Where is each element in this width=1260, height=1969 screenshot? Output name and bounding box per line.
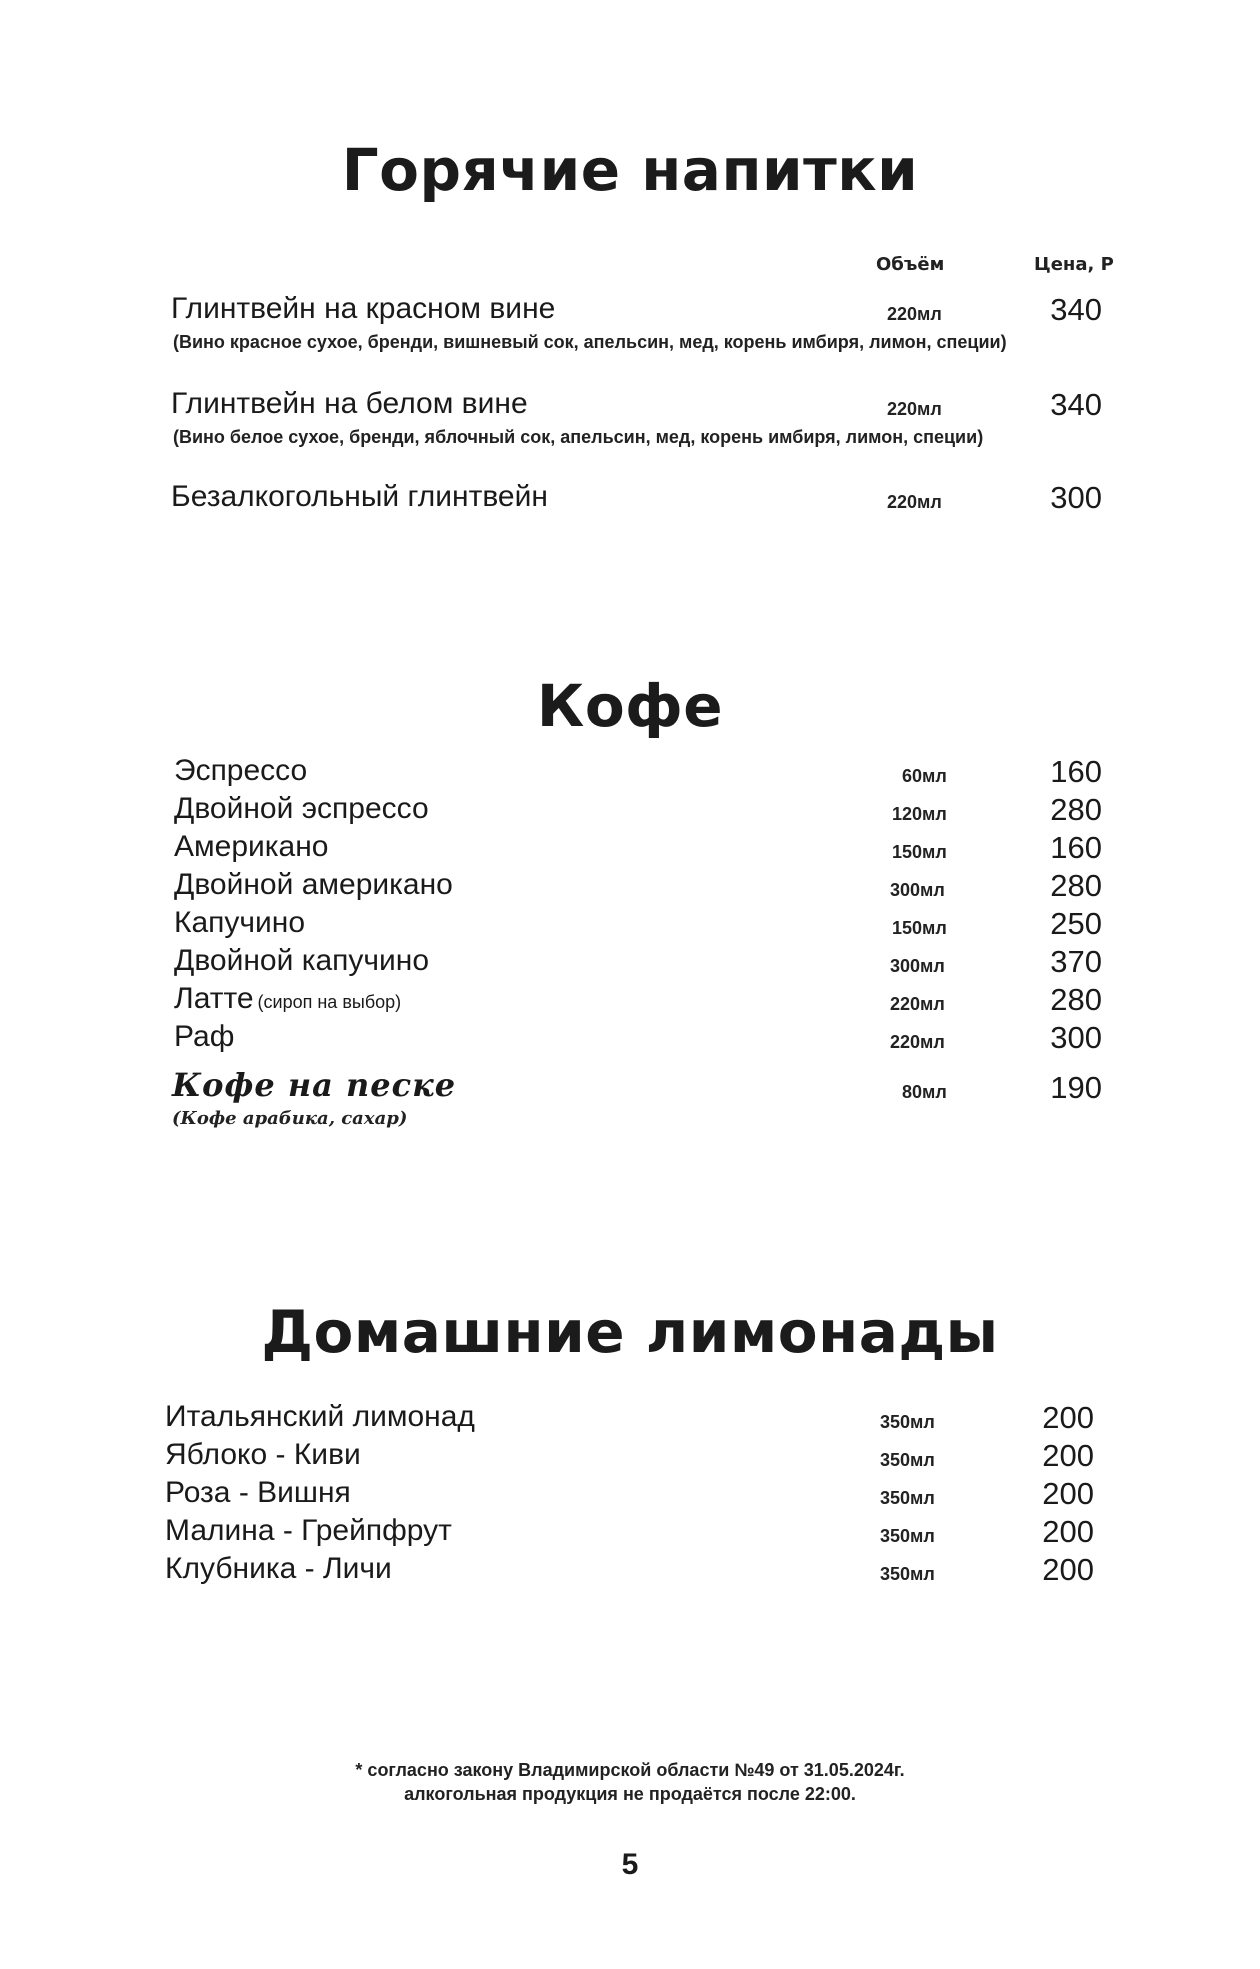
section-title-lemonades: Домашние лимонады (261, 1298, 999, 1366)
item-price: 300 (1050, 1020, 1102, 1055)
item-volume: 220мл (887, 399, 942, 419)
item-volume: 350мл (880, 1412, 935, 1432)
item-volume: 350мл (880, 1564, 935, 1584)
item-volume: 300мл (890, 880, 945, 900)
item-price: 340 (1050, 292, 1102, 327)
item-name: Глинтвейн на красном вине (171, 292, 556, 325)
footnote-line-1: * согласно закону Владимирской области №49 от 31.05.2024г. (355, 1760, 905, 1780)
item-volume: 350мл (880, 1488, 935, 1508)
item-description: (Вино белое сухое, бренди, яблочный сок, апельсин, мед, корень имбиря, лимон, специи) (173, 427, 984, 447)
alcohol-law-footnote (0, 1758, 1260, 1806)
item-price: 160 (1050, 754, 1102, 789)
item-price: 200 (1042, 1552, 1094, 1587)
item-volume: 220мл (887, 304, 942, 324)
item-volume: 120мл (892, 804, 947, 824)
item-price: 200 (1042, 1438, 1094, 1473)
item-volume: 220мл (887, 492, 942, 512)
section-title-coffee: Кофе (536, 672, 724, 740)
item-price: 200 (1042, 1476, 1094, 1511)
item-volume: 300мл (890, 956, 945, 976)
item-price: 370 (1050, 944, 1102, 979)
item-name: Двойной капучино (174, 944, 430, 977)
item-name: Капучино (174, 906, 306, 939)
item-description: (Вино красное сухое, бренди, вишневый сок, апельсин, мед, корень имбиря, лимон, специи) (173, 332, 1007, 352)
item-price: 300 (1050, 480, 1102, 515)
item-price: 280 (1050, 868, 1102, 903)
item-name: Двойной эспрессо (174, 792, 429, 825)
item-note: (сироп на выбор) (257, 992, 402, 1012)
item-price: 200 (1042, 1400, 1094, 1435)
item-price: 200 (1042, 1514, 1094, 1549)
item-volume: 60мл (902, 766, 947, 786)
item-name (174, 982, 401, 1016)
item-price: 280 (1050, 982, 1102, 1017)
item-name: Двойной американо (174, 868, 453, 901)
item-name: Яблоко - Киви (165, 1438, 361, 1471)
price-column-header: Цена, Р (1034, 254, 1114, 275)
item-price: 160 (1050, 830, 1102, 865)
footnote-line-2: алкогольная продукция не продаётся после 22:00. (404, 1784, 856, 1804)
item-volume: 220мл (890, 1032, 945, 1052)
item-name: Итальянский лимонад (165, 1400, 475, 1433)
item-description: (Кофе арабика, сахар) (172, 1108, 408, 1129)
item-volume: 150мл (892, 918, 947, 938)
item-name: Роза - Вишня (165, 1476, 351, 1509)
item-price: 190 (1050, 1070, 1102, 1105)
item-name: Американо (174, 830, 329, 863)
item-price: 280 (1050, 792, 1102, 827)
item-name: Раф (174, 1020, 235, 1053)
item-name: Малина - Грейпфрут (165, 1514, 452, 1547)
item-name: Кофе на песке (172, 1066, 457, 1104)
item-name: Безалкогольный глинтвейн (171, 480, 548, 513)
item-volume: 150мл (892, 842, 947, 862)
page-number: 5 (621, 1848, 639, 1881)
item-volume: 350мл (880, 1526, 935, 1546)
item-volume: 220мл (890, 994, 945, 1014)
item-name-text: Латте (174, 982, 254, 1015)
item-volume: 80мл (902, 1082, 947, 1102)
item-name: Глинтвейн на белом вине (171, 387, 528, 420)
item-price: 340 (1050, 387, 1102, 422)
volume-column-header: Объём (876, 254, 945, 275)
item-price: 250 (1050, 906, 1102, 941)
item-volume: 350мл (880, 1450, 935, 1470)
section-title-hot-drinks: Горячие напитки (341, 136, 919, 204)
item-name: Эспрессо (174, 754, 308, 787)
item-name: Клубника - Личи (165, 1552, 392, 1585)
